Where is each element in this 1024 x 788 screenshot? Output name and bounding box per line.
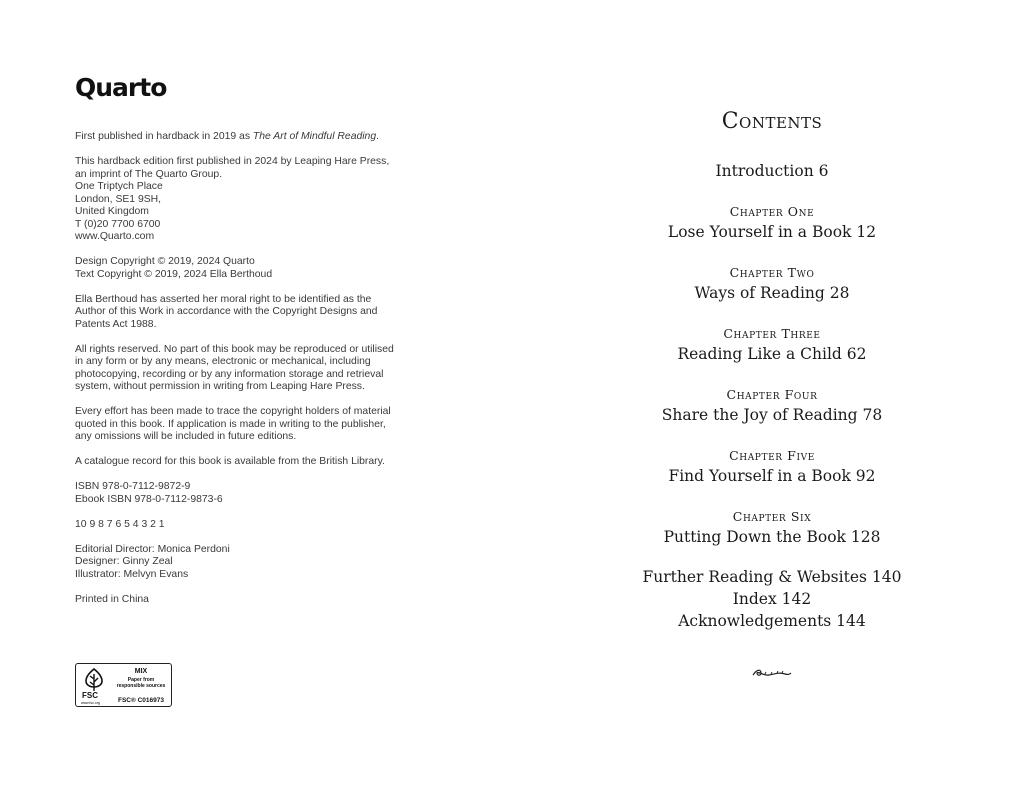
isbn: ISBN 978-0-7112-9872-9 [75, 481, 191, 492]
fsc-paper-label [112, 677, 170, 689]
illustrator: Illustrator: Melvyn Evans [75, 568, 189, 580]
fsc-paper-line: Paper from [127, 677, 155, 683]
isbn-paragraph [75, 481, 455, 506]
imprint-text [75, 131, 455, 619]
edition-line: an imprint of The Quarto Group. [75, 168, 223, 180]
editorial-director: Editorial Director: Monica Perdoni [75, 543, 230, 555]
fsc-badge [75, 663, 172, 707]
effort-paragraph [75, 406, 455, 444]
publisher-website: www.Quarto.com [75, 231, 155, 242]
fsc-tree-icon [80, 667, 108, 693]
quarto-logo: Quarto [75, 73, 167, 102]
effort-line: Every effort has been made to trace the copyright holders of material [75, 406, 391, 417]
fsc-paper-line: responsible sources [116, 683, 166, 689]
original-title: The Art of Mindful Reading [252, 131, 377, 142]
flourish-ornament-icon [751, 666, 793, 680]
chapter-label: Chapter Two [729, 265, 815, 280]
toc-acknowledgements: Acknowledgements 144 [678, 612, 866, 630]
chapter-label: Chapter Six [732, 509, 812, 524]
printed-in: Printed in China [75, 593, 149, 605]
edition-line: United Kingdom [75, 206, 149, 217]
toc-index: Index 142 [732, 590, 812, 608]
rights-line: All rights reserved. No part of this book may be reproduced or utilised [75, 343, 394, 355]
first-published-prefix: First published in hardback in 2019 as [75, 131, 253, 142]
effort-line: quoted in this book. If application is made in writing to the publisher, [75, 418, 386, 430]
ebook-isbn: Ebook ISBN 978-0-7112-9873-6 [75, 493, 223, 505]
chapter-title: Ways of Reading 28 [694, 284, 850, 302]
edition-line: London, SE1 9SH, [75, 193, 162, 205]
chapter-label: Chapter Five [729, 448, 815, 463]
first-published-suffix: . [376, 131, 380, 142]
moral-right-line: Ella Berthoud has asserted her moral right to be identified as the [75, 293, 372, 305]
copyright-paragraph [75, 256, 455, 281]
rights-line: in any form or by any means, electronic or mechanical, including [75, 356, 371, 367]
edition-line: One Triptych Place [75, 181, 163, 192]
chapter-label: Chapter One [729, 204, 815, 219]
edition-line: This hardback edition first published in 2024 by Leaping Hare Press, [75, 156, 390, 167]
fsc-mark: FSC [82, 691, 98, 700]
chapter-label: Chapter Three [723, 326, 821, 341]
moral-right-paragraph [75, 294, 455, 332]
fsc-mix-label: MIX [134, 668, 148, 675]
chapter-title: Reading Like a Child 62 [677, 345, 867, 363]
effort-line: any omissions will be included in future editions. [75, 431, 297, 442]
edition-line: T (0)20 7700 6700 [75, 218, 161, 230]
fsc-licence-code: FSC® C016973 [118, 697, 164, 704]
edition-paragraph [75, 156, 455, 244]
designer: Designer: Ginny Zeal [75, 556, 173, 567]
credits-paragraph [75, 544, 455, 582]
rights-paragraph [75, 344, 455, 394]
toc-introduction: Introduction 6 [715, 162, 829, 180]
fsc-url: www.fsc.org [81, 701, 100, 705]
chapter-title: Lose Yourself in a Book 12 [667, 223, 877, 241]
first-published-paragraph [75, 131, 455, 144]
design-copyright: Design Copyright © 2019, 2024 Quarto [75, 256, 255, 267]
chapter-title: Putting Down the Book 128 [663, 528, 881, 546]
text-copyright: Text Copyright © 2019, 2024 Ella Berthoud [75, 268, 273, 280]
contents-page [512, 0, 1024, 788]
chapter-title: Share the Joy of Reading 78 [661, 406, 883, 424]
toc-further-reading: Further Reading & Websites 140 [642, 568, 902, 586]
contents-heading: Contents [721, 109, 823, 134]
chapter-label: Chapter Four [726, 387, 818, 402]
rights-line: photocopying, recording or by any information storage and retrieval [75, 368, 384, 380]
rights-line: system, without permission in writing from Leaping Hare Press. [75, 381, 365, 392]
moral-right-line: Patents Act 1988. [75, 318, 157, 330]
print-run: 10 9 8 7 6 5 4 3 2 1 [75, 518, 165, 530]
catalogue-paragraph: A catalogue record for this book is available from the British Library. [75, 456, 385, 467]
moral-right-line: Author of this Work in accordance with the Copyright Designs and [75, 306, 378, 317]
chapter-title: Find Yourself in a Book 92 [668, 467, 876, 485]
